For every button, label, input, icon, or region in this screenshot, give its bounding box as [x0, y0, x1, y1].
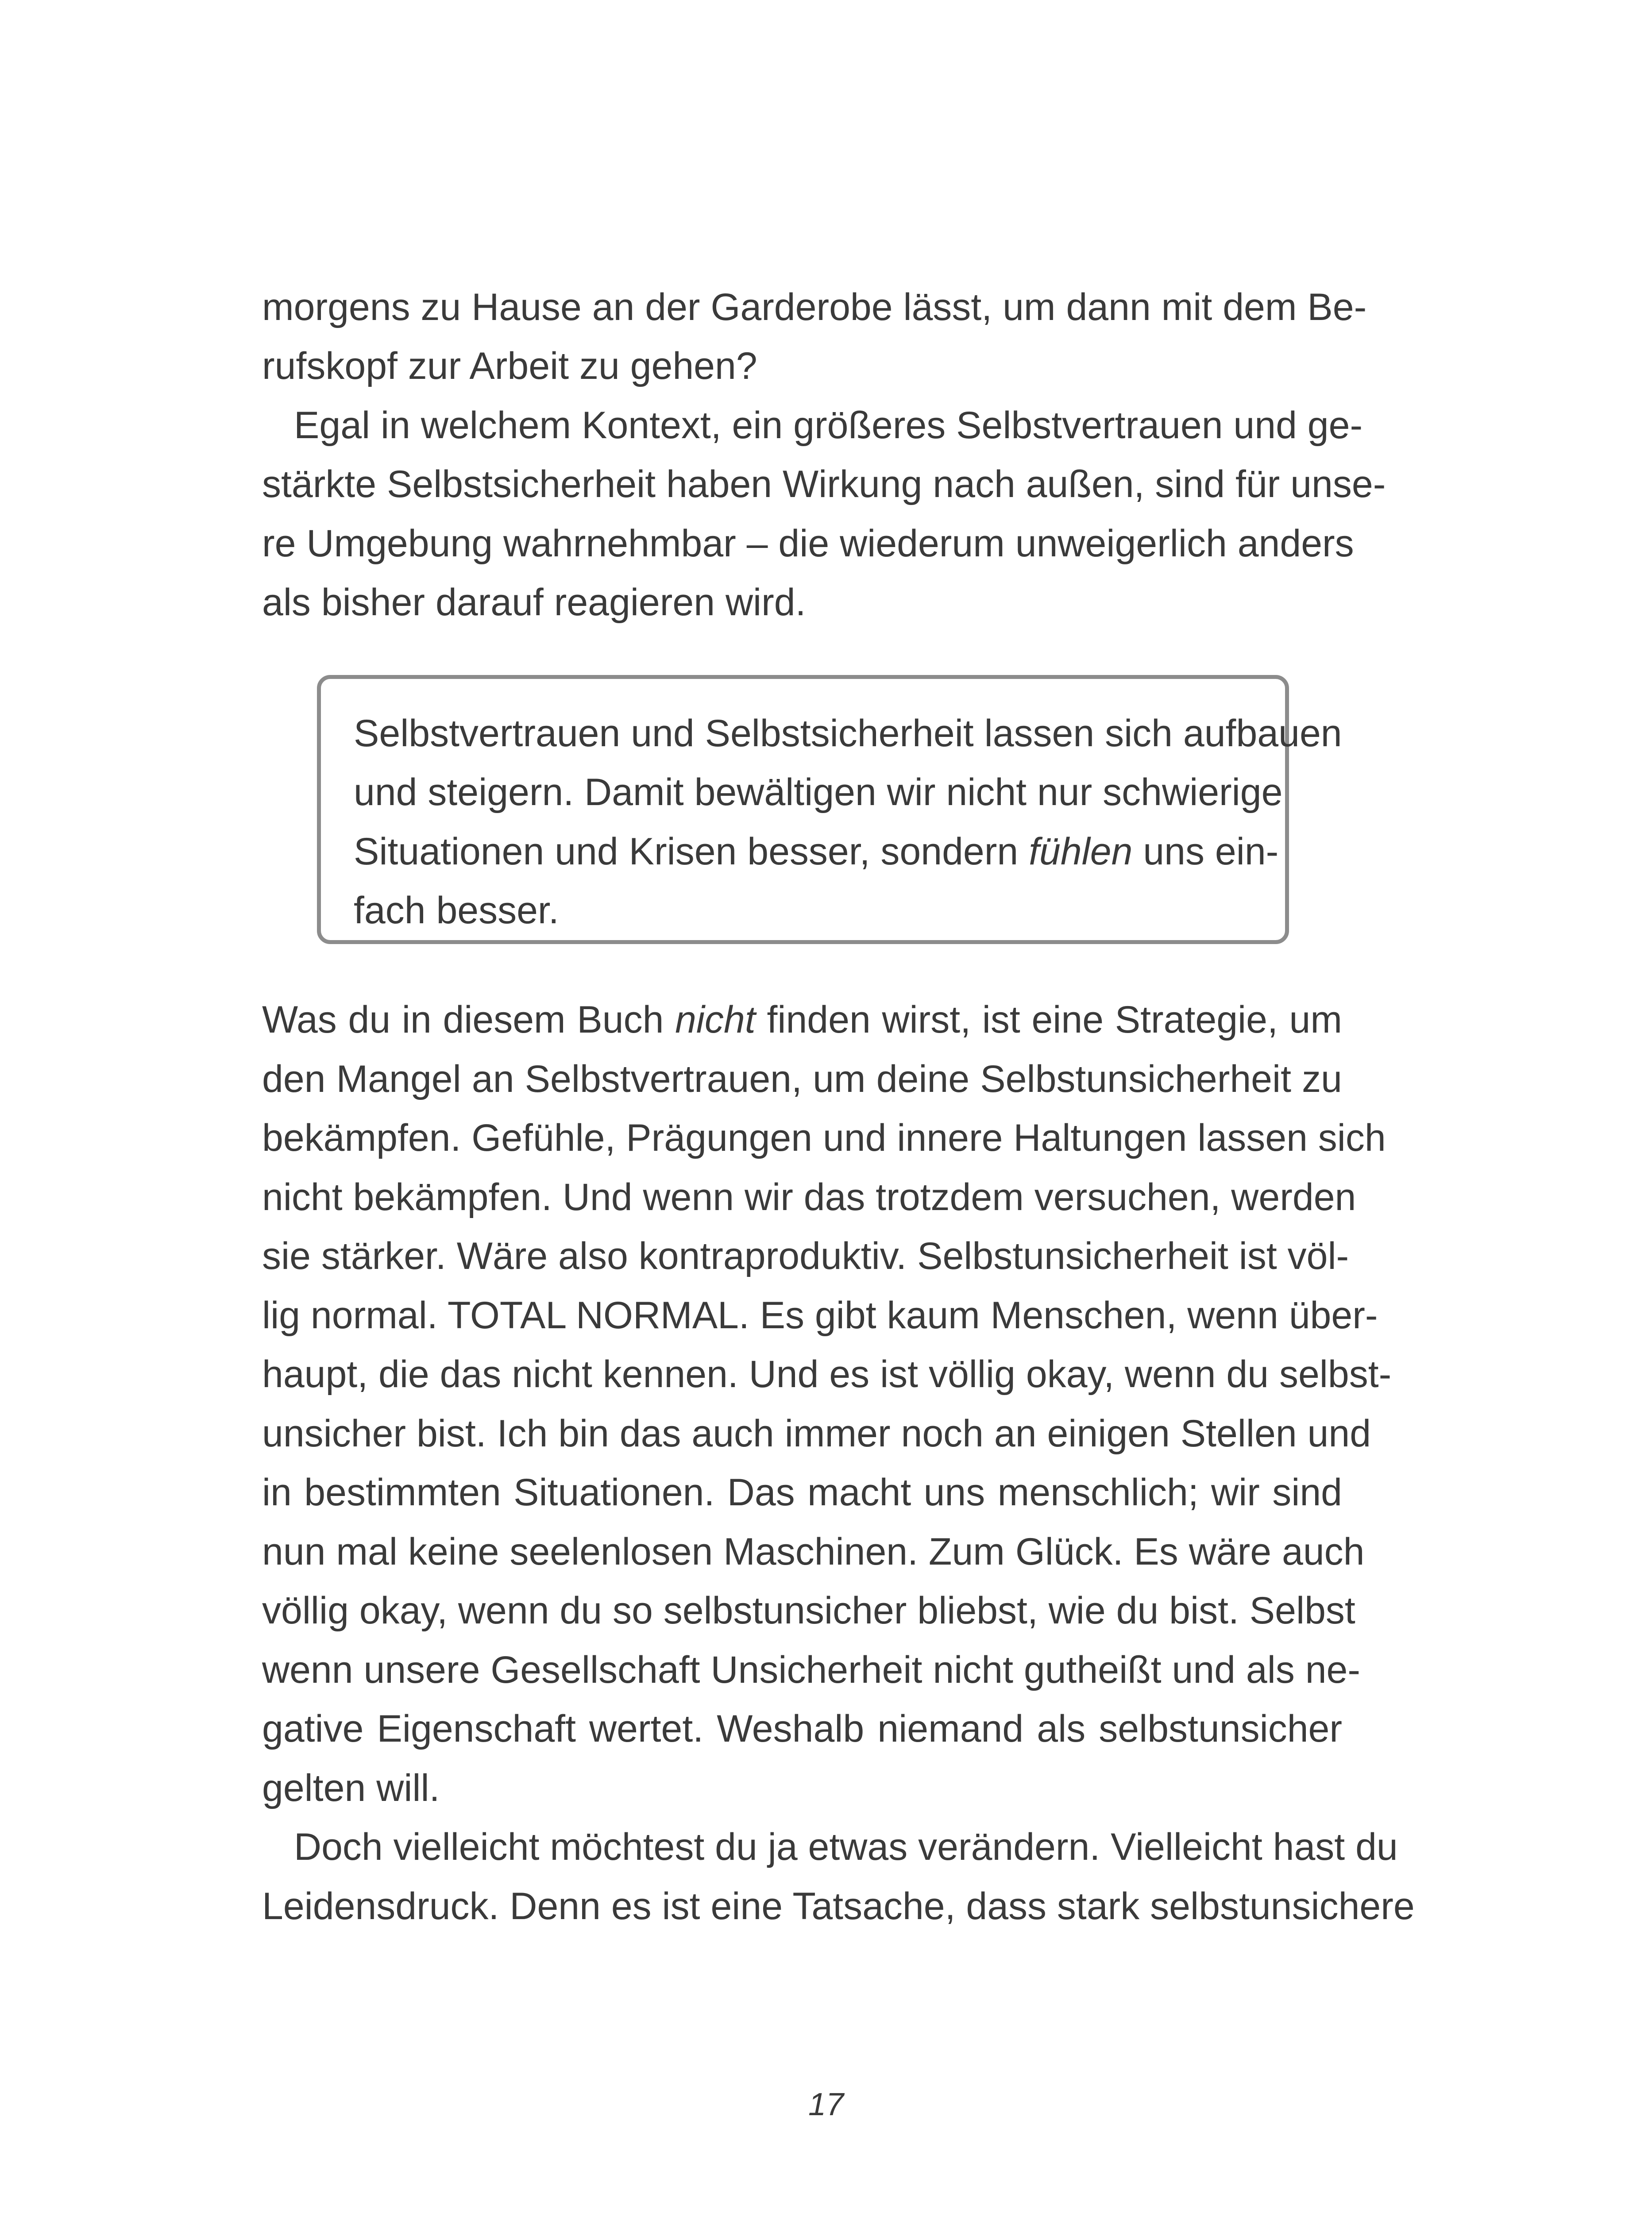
paragraph-3-line-9: in bestimmten Situationen. Das macht uns menschlich; wir sind [262, 1471, 1342, 1514]
paragraph-3-line-13: gative Eigenschaft wertet. Weshalb niemand als selbstunsicher [262, 1708, 1342, 1750]
callout-line-4: fach besser. [354, 889, 559, 932]
paragraph-3-emphasis: nicht [675, 999, 756, 1041]
paragraph-3-line-12: wenn unsere Gesellschaft Unsicherheit nicht gutheißt und als ne- [262, 1649, 1361, 1691]
callout-emphasis: fühlen [1029, 830, 1133, 873]
paragraph-3-line-1-end: finden wirst, ist eine Strategie, um [755, 999, 1343, 1041]
paragraph-3-line-4: nicht bekämpfen. Und wenn wir das trotzdem versuchen, werden [262, 1176, 1356, 1218]
paragraph-3-line-7: haupt, die das nicht kennen. Und es ist völlig okay, wenn du selbst- [262, 1353, 1392, 1396]
callout-line-1: Selbstvertrauen und Selbstsicherheit lassen sich aufbauen [354, 712, 1342, 755]
paragraph-1-line-2: rufskopf zur Arbeit zu gehen? [262, 345, 757, 387]
callout-line-3-end: uns ein- [1132, 830, 1279, 873]
paragraph-2-line-3: re Umgebung wahrnehmbar – die wiederum unweigerlich anders [262, 522, 1354, 565]
callout-box [317, 675, 1342, 944]
page-number: 17 [808, 2087, 844, 2122]
paragraph-3-line-3: bekämpfen. Gefühle, Prägungen und innere Haltungen lassen sich [262, 1117, 1386, 1159]
paragraph-2-line-2: stärkte Selbstsicherheit haben Wirkung nach außen, sind für unse- [262, 463, 1386, 505]
paragraph-3-line-1 [262, 990, 1342, 1049]
paragraph-3-line-11: völlig okay, wenn du so selbstunsicher bliebst, wie du bist. Selbst [262, 1589, 1355, 1632]
paragraph-3-line-2: den Mangel an Selbstvertrauen, um deine Selbstunsicherheit zu [262, 1058, 1342, 1100]
paragraph-3-line-6: lig normal. TOTAL NORMAL. Es gibt kaum Menschen, wenn über- [262, 1294, 1378, 1337]
callout-line-2: und steigern. Damit bewältigen wir nicht nur schwierige [354, 771, 1283, 813]
paragraph-2-line-4: als bisher darauf reagieren wird. [262, 581, 806, 624]
paragraph-4-line-1: Doch vielleicht möchtest du ja etwas verändern. Vielleicht hast du [294, 1826, 1398, 1868]
callout-line-3 [354, 822, 1279, 881]
callout-line-3-start: Situationen und Krisen besser, sondern [354, 830, 1029, 873]
paragraph-3-line-10: nun mal keine seelenlosen Maschinen. Zum Glück. Es wäre auch [262, 1531, 1365, 1573]
paragraph-1-line-1: morgens zu Hause an der Garderobe lässt, um dann mit dem Be- [262, 286, 1367, 328]
paragraph-4-line-2: Leidensdruck. Denn es ist eine Tatsache, dass stark selbstunsichere [262, 1885, 1415, 1928]
paragraph-3-line-14: gelten will. [262, 1767, 440, 1809]
paragraph-3-line-1-start: Was du in diesem Buch [262, 999, 675, 1041]
paragraph-2-line-1: Egal in welchem Kontext, ein größeres Selbstvertrauen und ge- [294, 404, 1363, 447]
paragraph-3-line-8: unsicher bist. Ich bin das auch immer noch an einigen Stellen und [262, 1412, 1371, 1455]
paragraph-3-line-5: sie stärker. Wäre also kontraproduktiv. Selbstunsicherheit ist völ- [262, 1235, 1349, 1277]
